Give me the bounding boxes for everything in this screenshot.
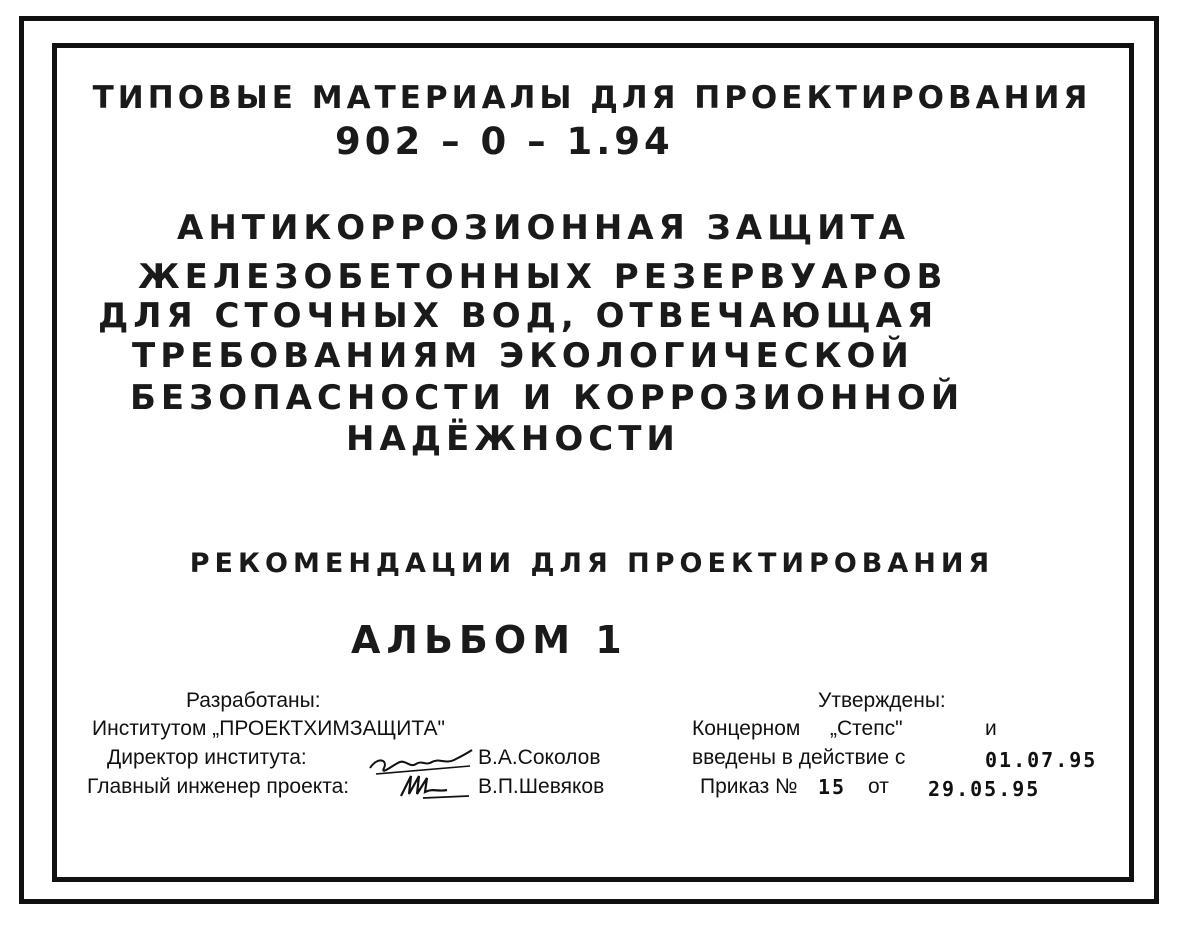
series-title: ТИПОВЫЕ МАТЕРИАЛЫ ДЛЯ ПРОЕКТИРОВАНИЯ: [92, 80, 1092, 116]
director-name: В.А.Соколов: [478, 746, 601, 769]
title-line: БЕЗОПАСНОСТИ И КОРРОЗИОННОЙ: [130, 378, 965, 418]
approved-by-prefix: Концерном: [692, 717, 801, 740]
recommendations-subtitle: РЕКОМЕНДАЦИИ ДЛЯ ПРОЕКТИРОВАНИЯ: [189, 548, 995, 579]
order-date: 29.05.95: [928, 777, 1041, 801]
developed-heading: Разработаны:: [186, 689, 321, 712]
order-label: Приказ №: [700, 775, 798, 798]
approved-by-name: „Степс": [830, 717, 903, 740]
developed-by: Институтом „ПРОЕКТХИМЗАЩИТА": [92, 717, 445, 740]
order-number: 15: [818, 775, 847, 799]
title-line: ЖЕЛЕЗОБЕТОННЫХ РЕЗЕРВУАРОВ: [138, 257, 948, 297]
album-number: АЛЬБОМ 1: [351, 618, 628, 662]
approved-by-suffix: и: [985, 717, 997, 740]
title-line: ТРЕБОВАНИЯМ ЭКОЛОГИЧЕСКОЙ: [132, 336, 914, 376]
title-line: НАДЁЖНОСТИ: [346, 419, 680, 459]
order-from: от: [868, 775, 889, 798]
director-label: Директор института:: [107, 746, 307, 769]
title-line: АНТИКОРРОЗИОННАЯ ЗАЩИТА: [177, 208, 911, 248]
engineer-name: В.П.Шевяков: [478, 775, 605, 798]
series-number: 902 – 0 – 1.94: [335, 120, 674, 163]
effective-date: 01.07.95: [985, 748, 1098, 772]
approved-heading: Утверждены:: [818, 689, 946, 712]
engineer-signature-icon: [395, 768, 475, 802]
engineer-label: Главный инженер проекта:: [87, 775, 350, 798]
effective-label: введены в действие с: [692, 746, 906, 769]
title-line: ДЛЯ СТОЧНЫХ ВОД, ОТВЕЧАЮЩАЯ: [98, 296, 939, 336]
